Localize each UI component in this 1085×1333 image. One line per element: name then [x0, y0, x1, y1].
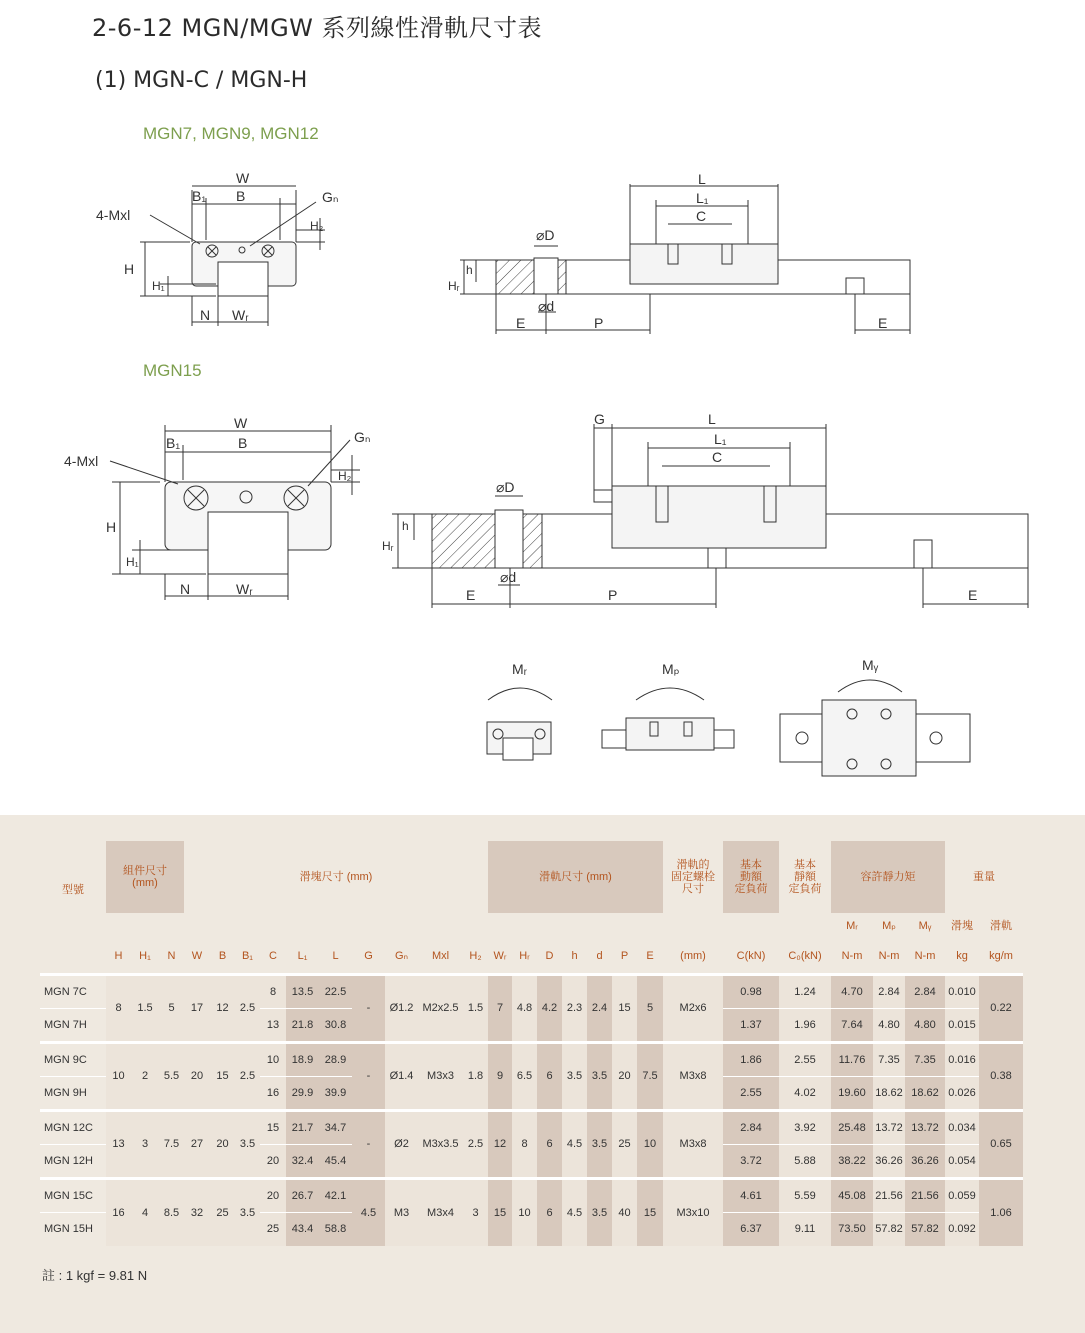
table-cell: 13: [260, 1008, 286, 1042]
table-cell: 1.06: [979, 1178, 1023, 1246]
label-h-small: h: [466, 263, 473, 277]
table-cell: 3.5: [562, 1042, 587, 1110]
table-cell: 4.5: [562, 1178, 587, 1246]
table-cell: 0.22: [979, 974, 1023, 1042]
table-cell: M3x4: [418, 1178, 463, 1246]
head-block: 滑塊尺寸 (mm): [299, 871, 373, 883]
table-cell: 57.82: [873, 1212, 905, 1246]
label-b1-15: B₁: [166, 435, 181, 451]
unit-header: N: [167, 949, 176, 962]
table-cell: 3.5: [235, 1110, 260, 1178]
table-cell: 5: [637, 974, 663, 1042]
table-cell: 3.72: [723, 1144, 779, 1178]
table-cell: MGN 15H: [40, 1212, 106, 1246]
table-cell: 20: [210, 1110, 235, 1178]
table-cell: 2: [131, 1042, 159, 1110]
unit-header: H₂: [469, 949, 482, 962]
table-cell: 6: [537, 1178, 562, 1246]
sub-spacer: [106, 913, 723, 939]
unit-header: (mm): [680, 949, 706, 962]
label-wr-15: Wᵣ: [236, 581, 253, 597]
table-cell: 0.059: [945, 1178, 979, 1212]
table-cell: 36.26: [905, 1144, 945, 1178]
spec-table: [40, 841, 1023, 1246]
table-cell: 20: [184, 1042, 210, 1110]
label-mp: Mₚ: [662, 661, 680, 677]
table-cell: M2x6: [663, 974, 723, 1042]
table-cell: 45.08: [831, 1178, 873, 1212]
table-cell: 2.55: [723, 1076, 779, 1110]
table-cell: 22.5: [319, 974, 352, 1008]
unit-header: L: [332, 949, 339, 962]
label-p: P: [594, 315, 604, 331]
unit-header: N-m: [914, 949, 936, 962]
head-moment: 容許靜力矩: [831, 841, 945, 913]
table-cell: 15: [210, 1042, 235, 1110]
table-cell: 25: [612, 1110, 637, 1178]
head-weight: 重量: [973, 871, 995, 883]
table-cell: 10: [106, 1042, 131, 1110]
table-cell: M3: [385, 1178, 418, 1246]
table-cell: M3x8: [663, 1042, 723, 1110]
unit-header: Wᵣ: [493, 949, 507, 962]
table-cell: 6.37: [723, 1212, 779, 1246]
label-e: E: [516, 315, 526, 331]
table-cell: 0.98: [723, 974, 779, 1008]
table-cell: 5: [159, 974, 184, 1042]
head-model: 型號: [62, 884, 84, 896]
table-cell: 1.86: [723, 1042, 779, 1076]
spec-table-panel: [0, 815, 1085, 1333]
table-cell: 3.5: [587, 1178, 612, 1246]
label-h1-15: H₁: [126, 555, 139, 569]
label-e2: E: [878, 315, 888, 331]
label-w-15: W: [234, 415, 248, 431]
table-cell: 29.9: [286, 1076, 319, 1110]
table-cell: 16: [106, 1178, 131, 1246]
table-cell: 57.82: [905, 1212, 945, 1246]
table-cell: 1.37: [723, 1008, 779, 1042]
label-n: N: [200, 307, 211, 323]
sub-spacer-3: [779, 913, 831, 939]
series-label-small: MGN7, MGN9, MGN12: [143, 124, 319, 143]
label-c: C: [696, 208, 707, 224]
table-cell: 3.5: [587, 1042, 612, 1110]
table-cell: 13: [106, 1110, 131, 1178]
sub-spacer-2: [723, 913, 779, 939]
unit-model-spacer: [40, 939, 106, 974]
label-h-small-15: h: [402, 519, 409, 533]
table-cell: 13.72: [873, 1110, 905, 1144]
table-cell: 43.4: [286, 1212, 319, 1246]
unit-header: L₁: [297, 949, 308, 962]
table-cell: 27: [184, 1110, 210, 1178]
label-b1: B₁: [192, 188, 207, 204]
table-cell: -: [352, 974, 385, 1042]
head-dynamic-load: 基本 動額 定負荷: [723, 841, 779, 913]
table-cell: 10: [637, 1110, 663, 1178]
unit-header: B₁: [241, 949, 254, 962]
table-cell: Ø2: [385, 1110, 418, 1178]
table-cell: 7.64: [831, 1008, 873, 1042]
table-cell: 5.88: [779, 1144, 831, 1178]
label-d-big-15: ⌀D: [496, 479, 515, 495]
label-d-small: ⌀d: [538, 298, 555, 314]
table-cell: 4.5: [352, 1178, 385, 1246]
table-cell: 8: [106, 974, 131, 1042]
table-cell: 20: [260, 1178, 286, 1212]
table-cell: 21.7: [286, 1110, 319, 1144]
table-cell: MGN 12C: [40, 1110, 106, 1144]
label-b: B: [236, 188, 246, 204]
table-cell: M3x10: [663, 1178, 723, 1246]
table-cell: 42.1: [319, 1178, 352, 1212]
table-cell: 4.8: [512, 974, 537, 1042]
table-cell: 5.59: [779, 1178, 831, 1212]
label-h2: H₂: [310, 219, 324, 233]
series-label-mgn15: MGN15: [143, 361, 202, 380]
footnote: 註 : 1 kgf = 9.81 N: [42, 1268, 148, 1283]
table-cell: 20: [612, 1042, 637, 1110]
table-cell: 0.092: [945, 1212, 979, 1246]
table-cell: -: [352, 1110, 385, 1178]
table-cell: 7.35: [873, 1042, 905, 1076]
table-cell: 2.5: [235, 1042, 260, 1110]
table-cell: 34.7: [319, 1110, 352, 1144]
label-e-15: E: [466, 587, 476, 603]
table-cell: 1.5: [463, 974, 488, 1042]
table-cell: 5.5: [159, 1042, 184, 1110]
table-cell: 4.80: [905, 1008, 945, 1042]
table-cell: -: [352, 1042, 385, 1110]
table-row: [40, 1178, 1023, 1212]
table-cell: 1.24: [779, 974, 831, 1008]
label-p-15: P: [608, 587, 618, 603]
table-cell: 26.7: [286, 1178, 319, 1212]
table-cell: 8: [512, 1110, 537, 1178]
table-cell: 15: [637, 1178, 663, 1246]
table-cell: 0.034: [945, 1110, 979, 1144]
table-cell: 30.8: [319, 1008, 352, 1042]
label-wr: Wᵣ: [232, 307, 249, 323]
label-gn-15: Gₙ: [354, 429, 371, 445]
table-cell: 13.5: [286, 974, 319, 1008]
table-cell: 1.5: [131, 974, 159, 1042]
table-cell: 10: [260, 1042, 286, 1076]
unit-header: H₁: [139, 949, 151, 962]
unit-header: C(kN): [736, 949, 766, 962]
table-cell: 6: [537, 1042, 562, 1110]
table-cell: 7.35: [905, 1042, 945, 1076]
table-cell: 4.80: [873, 1008, 905, 1042]
head-mp: Mₚ: [882, 920, 896, 932]
table-cell: 9: [488, 1042, 512, 1110]
unit-header: W: [191, 949, 203, 962]
head-bolt: 滑軌的 固定螺栓 尺寸: [671, 859, 715, 895]
table-cell: 7.5: [159, 1110, 184, 1178]
table-cell: 12: [210, 974, 235, 1042]
table-cell: MGN 7C: [40, 974, 106, 1008]
table-cell: MGN 12H: [40, 1144, 106, 1178]
table-cell: 2.4: [587, 974, 612, 1042]
label-c-15: C: [712, 449, 723, 465]
label-n-15: N: [180, 581, 191, 597]
table-cell: MGN 15C: [40, 1178, 106, 1212]
moment-diagrams: [487, 680, 970, 776]
label-w: W: [236, 170, 250, 186]
table-cell: 2.5: [463, 1110, 488, 1178]
head-static-load: 基本 靜額 定負荷: [788, 859, 822, 895]
table-cell: 3.5: [587, 1110, 612, 1178]
label-hr: Hᵣ: [448, 279, 460, 293]
table-cell: 3: [131, 1110, 159, 1178]
table-cell: Ø1.2: [385, 974, 418, 1042]
table-cell: 16: [260, 1076, 286, 1110]
head-weight-rail: 滑軌: [990, 920, 1012, 932]
label-mxl-15: 4-Mxl: [64, 453, 99, 469]
unit-header: kg: [956, 949, 968, 962]
table-cell: 2.5: [235, 974, 260, 1042]
unit-header: N-m: [841, 949, 863, 962]
cross-section-mgn15: [110, 425, 360, 600]
label-l1-15: L₁: [714, 431, 727, 447]
table-cell: M3x3.5: [418, 1110, 463, 1178]
table-cell: 17: [184, 974, 210, 1042]
table-cell: 25: [260, 1212, 286, 1246]
table-cell: M3x3: [418, 1042, 463, 1110]
table-cell: 2.3: [562, 974, 587, 1042]
table-cell: 21.56: [873, 1178, 905, 1212]
table-cell: 9.11: [779, 1212, 831, 1246]
table-cell: 21.8: [286, 1008, 319, 1042]
table-cell: 58.8: [319, 1212, 352, 1246]
label-h1: H₁: [152, 279, 165, 293]
table-cell: 0.010: [945, 974, 979, 1008]
table-cell: 21.56: [905, 1178, 945, 1212]
table-cell: 1.8: [463, 1042, 488, 1110]
table-cell: 15: [488, 1178, 512, 1246]
table-cell: 15: [260, 1110, 286, 1144]
table-cell: 0.38: [979, 1042, 1023, 1110]
table-row: [40, 1042, 1023, 1076]
label-l1: L₁: [696, 190, 709, 206]
table-cell: 28.9: [319, 1042, 352, 1076]
cross-section-small: [140, 186, 325, 326]
table-cell: 8: [260, 974, 286, 1008]
page-title: 2-6-12 MGN/MGW 系列線性滑軌尺寸表: [92, 14, 543, 42]
unit-header: E: [646, 949, 654, 962]
table-cell: 11.76: [831, 1042, 873, 1076]
table-cell: 0.026: [945, 1076, 979, 1110]
table-cell: 4.02: [779, 1076, 831, 1110]
table-cell: 0.65: [979, 1110, 1023, 1178]
label-l-15: L: [708, 411, 716, 427]
table-cell: Ø1.4: [385, 1042, 418, 1110]
unit-header: Gₙ: [395, 949, 408, 962]
table-cell: M2x2.5: [418, 974, 463, 1042]
unit-header: kg/m: [989, 949, 1013, 962]
table-cell: 25.48: [831, 1110, 873, 1144]
label-mxl: 4-Mxl: [96, 207, 131, 223]
table-cell: MGN 9C: [40, 1042, 106, 1076]
section-subtitle: (1) MGN-C / MGN-H: [95, 68, 308, 93]
label-d-big: ⌀D: [536, 227, 555, 243]
unit-header: B: [218, 949, 227, 962]
table-cell: 2.55: [779, 1042, 831, 1076]
head-weight-block: 滑塊: [951, 920, 973, 932]
label-h2-15: H₂: [338, 469, 352, 483]
table-cell: 0.016: [945, 1042, 979, 1076]
table-cell: 32.4: [286, 1144, 319, 1178]
unit-header: Mxl: [431, 949, 450, 962]
table-cell: 3: [463, 1178, 488, 1246]
label-my: Mᵧ: [862, 657, 879, 673]
table-cell: 20: [260, 1144, 286, 1178]
table-cell: MGN 7H: [40, 1008, 106, 1042]
unit-header: h: [571, 949, 578, 962]
table-cell: 36.26: [873, 1144, 905, 1178]
unit-header: Hᵣ: [519, 949, 530, 962]
table-cell: 18.62: [905, 1076, 945, 1110]
unit-header: C₀(kN): [788, 949, 822, 962]
table-cell: 4.2: [537, 974, 562, 1042]
table-cell: 4.61: [723, 1178, 779, 1212]
label-hr-15: Hᵣ: [382, 539, 394, 553]
table-cell: 19.60: [831, 1076, 873, 1110]
table-cell: 1.96: [779, 1008, 831, 1042]
side-view-small: [460, 184, 910, 334]
table-cell: 7: [488, 974, 512, 1042]
label-l: L: [698, 171, 706, 187]
unit-header: D: [545, 949, 554, 962]
table-cell: 45.4: [319, 1144, 352, 1178]
table-cell: 18.9: [286, 1042, 319, 1076]
side-view-mgn15: [392, 424, 1028, 608]
unit-header: G: [364, 949, 373, 962]
table-cell: 39.9: [319, 1076, 352, 1110]
label-gn: Gₙ: [322, 189, 339, 205]
table-cell: 4.5: [562, 1110, 587, 1178]
table-cell: 3.92: [779, 1110, 831, 1144]
head-mr: Mᵣ: [846, 920, 858, 932]
label-h-15: H: [106, 519, 117, 535]
table-cell: 2.84: [723, 1110, 779, 1144]
table-cell: MGN 9H: [40, 1076, 106, 1110]
head-assembly: 組件尺寸 (mm): [106, 841, 184, 913]
unit-header: N-m: [878, 949, 900, 962]
table-cell: M3x8: [663, 1110, 723, 1178]
table-cell: 8.5: [159, 1178, 184, 1246]
table-cell: 40: [612, 1178, 637, 1246]
head-my: Mᵧ: [918, 920, 932, 932]
table-cell: 10: [512, 1178, 537, 1246]
label-d-small-15: ⌀d: [500, 569, 517, 585]
unit-header: H: [114, 949, 123, 962]
table-cell: 32: [184, 1178, 210, 1246]
table-row: [40, 974, 1023, 1008]
table-cell: 7.5: [637, 1042, 663, 1110]
table-cell: 2.84: [873, 974, 905, 1008]
table-cell: 73.50: [831, 1212, 873, 1246]
table-row: [40, 1110, 1023, 1144]
unit-header: P: [620, 949, 629, 962]
table-cell: 25: [210, 1178, 235, 1246]
table-cell: 15: [612, 974, 637, 1042]
table-cell: 38.22: [831, 1144, 873, 1178]
table-cell: 18.62: [873, 1076, 905, 1110]
unit-header: C: [269, 949, 277, 962]
table-cell: 3.5: [235, 1178, 260, 1246]
table-cell: 6.5: [512, 1042, 537, 1110]
table-cell: 13.72: [905, 1110, 945, 1144]
label-g-15: G: [594, 411, 605, 427]
label-b-15: B: [238, 435, 248, 451]
unit-header: d: [596, 949, 603, 962]
table-cell: 2.84: [905, 974, 945, 1008]
head-rail: 滑軌尺寸 (mm): [488, 841, 663, 913]
table-cell: 6: [537, 1110, 562, 1178]
table-cell: 0.054: [945, 1144, 979, 1178]
label-mr: Mᵣ: [512, 661, 528, 677]
label-h: H: [124, 261, 135, 277]
table-cell: 4: [131, 1178, 159, 1246]
table-cell: 4.70: [831, 974, 873, 1008]
table-cell: 12: [488, 1110, 512, 1178]
table-cell: 0.015: [945, 1008, 979, 1042]
label-e2-15: E: [968, 587, 978, 603]
